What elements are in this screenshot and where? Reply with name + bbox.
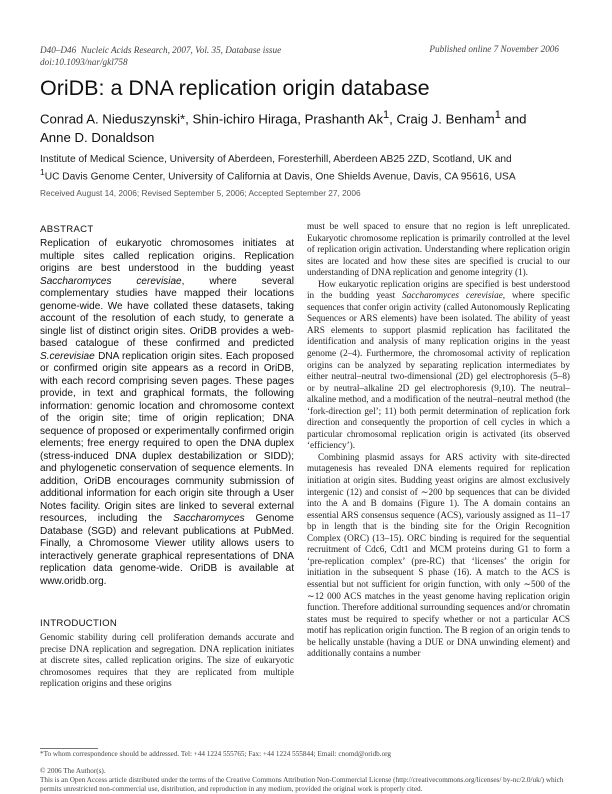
copyright-notice: © 2006 The Author(s). xyxy=(40,767,106,775)
abstract-segment: , where several complementary studies have mapped their locations genome-wide. We have collated these datasets, taking account of the resolution of each study, to generate a single list of distinct origin sites. OriDB provides a web-based catalogue of these confirmed and predicted xyxy=(40,275,294,349)
introduction-text: Genomic stability during cell proliferation demands accurate and precise DNA replication and segregation. DNA replication initiates at discrete sites, called replication origins. The size of eukaryotic chromosomes requires that they are replicated from multiple replication origins and these origins xyxy=(40,632,294,689)
authors-line-2: Anne D. Donaldson xyxy=(40,130,155,146)
affiliations xyxy=(40,153,580,183)
species-name: S.cerevisiae xyxy=(40,350,95,362)
affil-mark: 1 xyxy=(40,167,45,177)
affiliation-2: UC Davis Genome Center, University of California at Davis, One Shields Avenue, Davis, CA 95616, USA xyxy=(44,171,516,183)
species-name: Saccharomyces cerevisiae xyxy=(402,290,503,301)
abstract-segment: Replication of eukaryotic chromosomes initiates at multiple sites called replication origins. Replication origins are best understood in the budding yeast xyxy=(40,238,294,274)
affil-mark: 1 xyxy=(383,109,390,121)
received-dates: Received August 14, 2006; Revised September 5, 2006; Accepted September 27, 2006 xyxy=(40,188,361,198)
paragraph xyxy=(307,279,570,452)
authors-part-a: Conrad A. Nieduszynski*, Shin-ichiro Hiraga, Prashanth Ak xyxy=(40,111,384,127)
doi: doi:10.1093/nar/gkl758 xyxy=(40,57,128,67)
authors-part-c: and xyxy=(500,111,527,127)
abstract-text xyxy=(40,238,294,588)
genus-name: Saccharomyces xyxy=(173,513,245,524)
published-date: Published online 7 November 2006 xyxy=(429,44,559,54)
abstract-heading: ABSTRACT xyxy=(40,224,94,235)
authors-part-b: , Craig J. Benham xyxy=(389,111,495,127)
paragraph: must be well spaced to ensure that no region is left unreplicated. Eukaryotic chromosome replication is primarily controlled at the level of replication origin activation. Understanding where replication origin sites are located and how these sites are specified is crucial to our understanding of DNA replication and genome integrity (1). xyxy=(307,221,570,278)
introduction-heading: INTRODUCTION xyxy=(40,618,118,629)
abstract-segment: Genome Database (SGD) and relevant publications at PubMed. Finally, a Chromosome Viewer utility allows users to interactively generate graphical representations of DNA replication data genome-wide. OriDB is available at www.oridb.org. xyxy=(40,513,295,587)
license-text: This is an Open Access article distributed under the terms of the Creative Commons Attribution Non-Commercial License (http://creativecommons.org/licenses/ by-nc/2.0/uk/) which permits unrestricted non-commercial use, distribution, and reproduction in any medium, provided the original work is properly cited. xyxy=(40,776,564,793)
running-header-left xyxy=(40,44,281,68)
right-column xyxy=(307,221,570,660)
affiliation-1: Institute of Medical Science, University of Aberdeen, Foresterhill, Aberdeen AB25 2ZD, Scotland, UK and xyxy=(40,154,512,165)
article-title: OriDB: a DNA replication origin database xyxy=(40,76,430,100)
paragraph-segment: How eukaryotic replication origins are specified is best understood in the budding yeast xyxy=(307,278,570,301)
journal-citation: Nucleic Acids Research, 2007, Vol. 35, Database issue xyxy=(80,45,282,55)
paragraph: Combining plasmid assays for ARS activity with site-directed mutagenesis has revealed DNA elements required for replication initiation at origin sites. Budding yeast origins are almost exclusively intergenic (12) and consist of ∼200 bp sequences that can be divided into the A and B domains (Figure 1). The A domain contains an essential ARS consensus sequence (ACS), variously assigned as 11–17 bp in length that is the binding site for the Origin Recognition Complex (ORC) (13–15). ORC binding is required for the sequential recruitment of Cdc6, Cdt1 and MCM proteins during G1 to form a ‘pre-replication complex’ (pre-RC) that ‘licenses’ the origin for initiation in the subsequent S phase (16). A match to the ACS is essential but not sufficient for origin function, with only ∼500 of the ∼12 000 ACS matches in the yeast genome having replication origin function. Therefore additional surrounding sequences and/or chromatin states must be required to specify whether or not a particular ACS motif has replication origin function. The B region of an origin tends to be helically unstable (having a DUE or DNA unwinding element) and additionally contains a number xyxy=(307,451,570,659)
affil-mark: 1 xyxy=(494,109,501,121)
species-name: Saccharomyces cerevisiae xyxy=(40,275,182,287)
footnote-divider xyxy=(40,748,98,749)
author-list xyxy=(40,106,580,147)
correspondence-footnote: *To whom correspondence should be addressed. Tel: +44 1224 555765; Fax: +44 1224 555844; Email: cnomd@oridb.org xyxy=(40,750,392,758)
page-range: D40–D46 xyxy=(40,45,77,55)
paragraph-segment: , where specific sequences that confer origin activity (called Autonomously Replicating Sequences or ARS elements) have been isolated. The ability of yeast ARS elements to support plasmid replication has facilitated the identification and analysis of many replication origins in the yeast genome (2–4). Furthermore, the chromosomal activity of replication origins can be analyzed by separating replication intermediates by either neutral–neutral two-dimensional (2D) gel electrophoresis (5–8) or by neutral–alkaline 2D gel electrophoresis (9,10). The neutral–alkaline method, and a modification of the neutral–neutral method (the ‘fork-direction gel’; 11) both permit determination of replication fork direction and consequently the proportion of cell cycles in which a particular chromosomal replication origin is activated (its observed ‘efficiency’). xyxy=(307,290,570,451)
abstract-segment: DNA replication origin sites. Each proposed or confirmed origin site appears as a record in OriDB, with each record comprising seven pages. These pages provide, in text and graphical formats, the following information: genomic location and chromosome context of the origin site; time of origin replication; DNA sequence of proposed or experimentally confirmed origin elements; free energy required to open the DNA duplex (stress-induced DNA duplex destabilization or SIDD); and phylogenetic conservation of sequence elements. In addition, OriDB encourages community submission of additional information for each origin site through a User Notes facility. Origin sites are linked to several external resources, including the xyxy=(40,350,294,524)
